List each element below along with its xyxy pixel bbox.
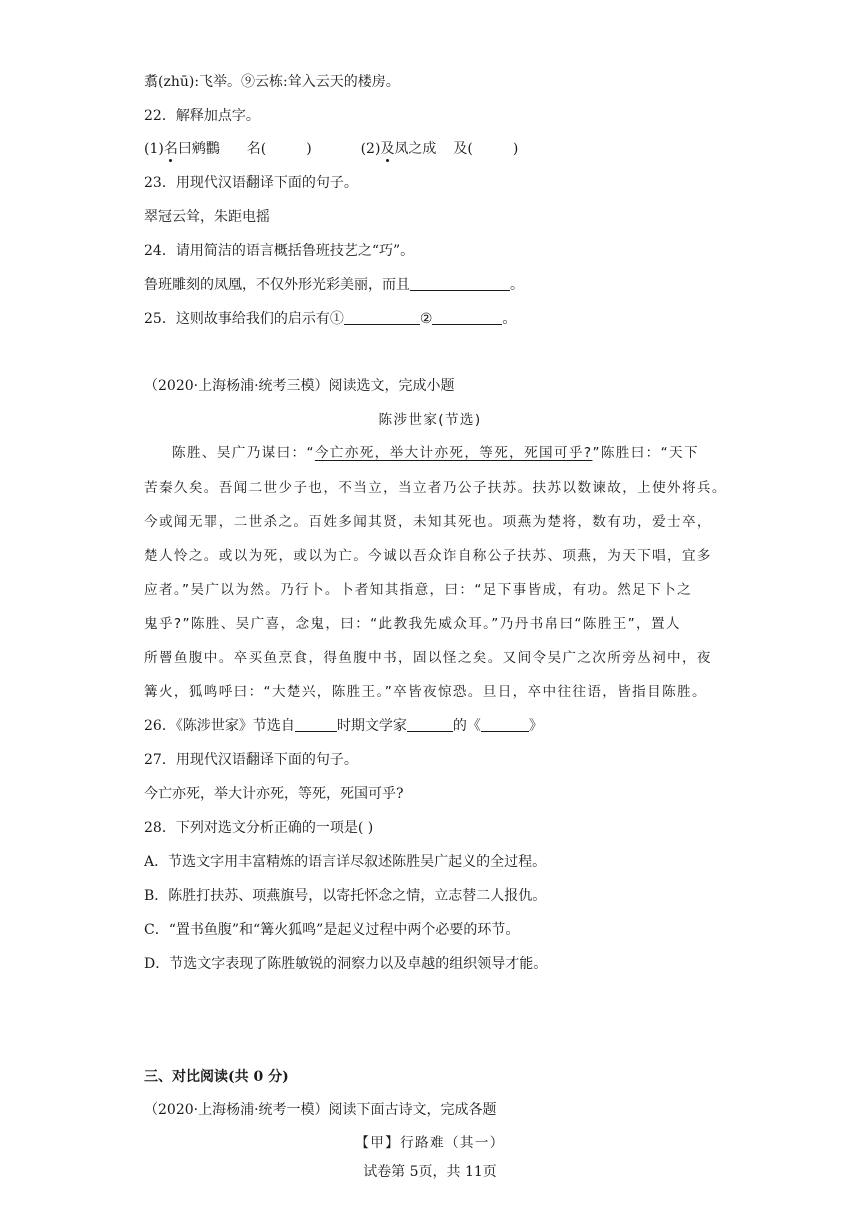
passage-line-3: 今或闻无罪，二世杀之。百姓多闻其贤，未知其死也。项燕为楚将，数有功，爱士卒， bbox=[144, 514, 712, 530]
q27-sentence: 今亡亦死，举大计亦死，等死，死国可乎? bbox=[144, 786, 404, 802]
passage-line-1 bbox=[172, 443, 699, 463]
q24-stem: 24．请用简洁的语言概括鲁班技艺之“巧”。 bbox=[144, 243, 415, 259]
passage-line-1-b: ”陈胜曰：“天下 bbox=[592, 445, 699, 461]
q26-blank-1[interactable] bbox=[295, 717, 337, 732]
q25-blank-2[interactable] bbox=[432, 310, 502, 325]
q28-option-b[interactable]: B．陈胜打扶苏、项燕旗号，以寄托怀念之情，立志替二人报仇。 bbox=[144, 888, 547, 904]
page-footer: 试卷第 5页，共 11页 bbox=[363, 1164, 497, 1180]
q22-p2-close: ) bbox=[512, 141, 519, 157]
q25-prefix: 25．这则故事给我们的启示有① bbox=[144, 311, 344, 327]
passage-line-6: 鬼乎?”陈胜、吴广喜，念鬼，曰：“此教我先威众耳。”乃丹书帛曰“陈胜王”，置人 bbox=[144, 616, 681, 632]
passage-line-5: 应者。”吴广以为然。乃行卜。卜者知其指意，曰：“足下事皆成，有功。然足下卜之 bbox=[144, 582, 692, 598]
q26-blank-3[interactable] bbox=[481, 717, 529, 732]
q22-p2-prefix: (2) bbox=[360, 141, 381, 157]
q22-p1-label: 名( bbox=[246, 141, 267, 157]
passage-line-1-a: 陈胜、吴广乃谋曰：“ bbox=[172, 445, 315, 461]
section3-heading: 三、对比阅读(共 0 分) bbox=[144, 1069, 289, 1085]
q22-p2-dotted-char: 及 bbox=[380, 141, 395, 157]
poem-title: 【甲】行路难（其一） bbox=[355, 1135, 505, 1151]
passage-title: 陈涉世家(节选) bbox=[378, 412, 482, 428]
section3-source: （2020·上海杨浦·统考一模）阅读下面古诗文，完成各题 bbox=[144, 1102, 497, 1118]
q26-a: 26．《陈涉世家》节选自 bbox=[144, 718, 295, 734]
q25-suffix: 。 bbox=[502, 311, 517, 327]
passage-line-8: 篝火，狐鸣呼曰：“大楚兴，陈胜王。”卒皆夜惊恐。旦日，卒中往往语，皆指目陈胜。 bbox=[144, 684, 707, 700]
q28-option-a[interactable]: A．节选文字用丰富精炼的语言详尽叙述陈胜吴广起义的全过程。 bbox=[144, 854, 547, 870]
q23-sentence: 翠冠云耸，朱距电摇 bbox=[144, 209, 270, 225]
section-source: （2020·上海杨浦·统考三模）阅读选文，完成小题 bbox=[144, 378, 455, 394]
q25-mid: ② bbox=[419, 311, 433, 327]
q28-option-d[interactable]: D．节选文字表现了陈胜敏锐的洞察力以及卓越的组织领导才能。 bbox=[144, 956, 548, 972]
q22-stem: 22．解释加点字。 bbox=[144, 108, 260, 124]
passage-line-4: 楚人怜之。或以为死，或以为亡。今诚以吾众诈自称公子扶苏、项燕，为天下唱，宜多 bbox=[144, 548, 712, 564]
q23-stem: 23．用现代汉语翻译下面的句子。 bbox=[144, 175, 358, 191]
q26-b: 时期文学家 bbox=[336, 718, 407, 734]
q26-d: 》 bbox=[528, 718, 543, 734]
q24-answer-line bbox=[144, 275, 524, 295]
q25-blank-1[interactable] bbox=[344, 310, 420, 325]
q24-prefix: 鲁班雕刻的凤凰，不仅外形光彩美丽，而且 bbox=[144, 277, 410, 293]
top-note: 翥(zhū):飞举。⑨云栋:耸入云天的楼房。 bbox=[144, 74, 400, 90]
q22-p1-rest: 曰鹓鸜 bbox=[177, 141, 220, 157]
q22-p1-prefix: (1) bbox=[144, 141, 164, 157]
q26 bbox=[144, 716, 543, 736]
q26-blank-2[interactable] bbox=[407, 717, 453, 732]
q27-stem: 27．用现代汉语翻译下面的句子。 bbox=[144, 752, 358, 768]
q22-p2-label: 及( bbox=[453, 141, 473, 157]
q28-stem: 28．下列对选文分析正确的一项是( ) bbox=[144, 820, 374, 836]
q24-suffix: 。 bbox=[510, 277, 524, 293]
passage-line-7: 所罾鱼腹中。卒买鱼烹食，得鱼腹中书，固以怪之矣。又间令吴广之次所旁丛祠中，夜 bbox=[144, 650, 712, 666]
q25 bbox=[144, 309, 516, 329]
q24-blank[interactable] bbox=[410, 276, 510, 291]
passage-underlined-sentence: 今亡亦死，举大计亦死，等死，死国可乎? bbox=[314, 445, 593, 461]
q28-option-c[interactable]: C．“置书鱼腹”和“篝火狐鸣”是起义过程中两个必要的环节。 bbox=[144, 922, 520, 938]
q26-c: 的《 bbox=[452, 718, 481, 734]
passage-line-2: 苦秦久矣。吾闻二世少子也，不当立，当立者乃公子扶苏。扶苏以数谏故，上使外将兵。 bbox=[144, 480, 727, 496]
q22-parts bbox=[144, 139, 518, 159]
q22-p1-close: ) bbox=[306, 141, 312, 157]
q22-p1-dotted-char: 名 bbox=[163, 141, 178, 157]
q22-p2-rest: 凤之成 bbox=[394, 141, 437, 157]
